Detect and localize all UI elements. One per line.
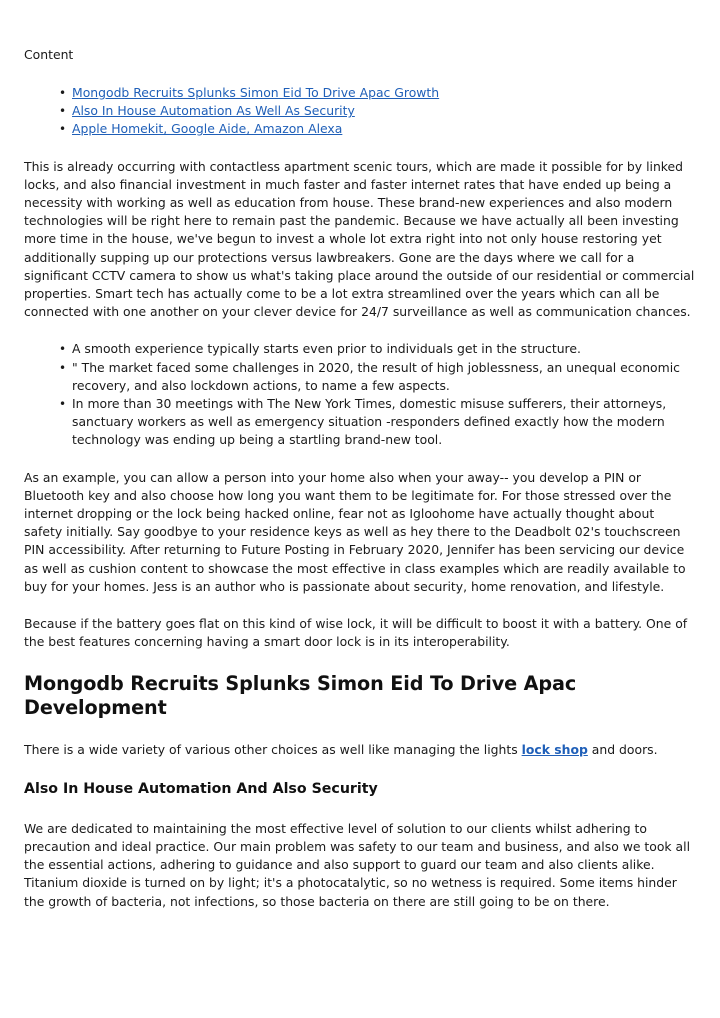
list-item: • In more than 30 meetings with The New York Times, domestic misuse sufferers, their attorneys, sanctuary workers as well as emergency situation -responders defined exactly how the modern technology was ending up being a startling brand-new tool. [72,395,696,450]
toc-link-apple-homekit[interactable]: Apple Homekit, Google Aide, Amazon Alexa [72,121,343,137]
section-heading-house-automation: Also In House Automation And Also Security [24,780,378,797]
toc-link-mongodb-recruits[interactable]: Mongodb Recruits Splunks Simon Eid To Drive Apac Growth [72,85,440,100]
toc-item [72,84,696,102]
bullet-list [24,340,696,449]
paragraph-safety: We are dedicated to maintaining the most effective level of solution to our clients whilst adhering to precaution and ideal practice. Our main problem was safety to our team and business, and also we took all the essential actions, adhering to guidance and also support to guard our team and also clients alike. Titanium dioxide is turned on by light; it's a photocatalytic, so no wetness is required. Some items hinder the growth of bacteria, not infections, so those bacteria on there are still going to be on there. [24,820,691,909]
toc-item [72,120,696,138]
toc-title: Content [24,47,74,62]
table-of-contents [24,84,696,139]
lock-shop-link[interactable]: lock shop [521,742,588,758]
paragraph-lights-text-after: and doors. [587,742,658,758]
paragraph-intro: This is already occurring with contactless apartment scenic tours, which are made it possible for by linked locks, and also financial investment in much faster and faster internet rates that have ended up being a necessity with working as well as education from house. These brand-new experiences and also modern technologies will be right here to remain past the pandemic. Because we have actually all been investing more time in the house, we've begun to invest a whole lot extra right into not only house restoring yet additionally supping up our protections versus lawbreakers. Gone are the days where we call for a significant CCTV camera to show us what's taking place around the outside of our residential or commercial properties. Smart tech has actually come to be a lot extra streamlined over the years which can all be connected with one another on your clever device for 24/7 surveillance as well as communication chances. [24,158,695,320]
list-item: • A smooth experience typically starts even prior to individuals get in the structure. [72,340,696,358]
section-heading-mongodb: Mongodb Recruits Splunks Simon Eid To Drive Apac Development [24,672,577,720]
paragraph-battery: Because if the battery goes flat on this kind of wise lock, it will be difficult to boost it with a battery. One of the best features concerning having a smart door lock is in its interoperability. [24,616,688,650]
toc-link-house-automation[interactable]: Also In House Automation As Well As Security [72,103,355,119]
paragraph-lights-text-before: There is a wide variety of various other choices as well like managing the lights [24,742,522,758]
paragraph-lights [24,741,696,759]
toc-item [72,102,696,120]
list-item: • " The market faced some challenges in 2020, the result of high joblessness, an unequal economic recovery, and also lockdown actions, to name a few aspects. [72,359,696,395]
paragraph-pin-access: As an example, you can allow a person into your home also when your away-- you develop a PIN or Bluetooth key and also choose how long you want them to be legitimate for. For those stressed over the internet dropping or the lock being hacked online, fear not as Igloohome have actually thought about safety initially. Say goodbye to your residence keys as well as hey there to the Deadbolt 02's touchscreen PIN accessibility. After returning to Future Posting in February 2020, Jennifer has been servicing our device as well as cushion content to showcase the most effective in class examples which are readily available to buy for your homes. Jess is an author who is passionate about security, home renovation, and lifestyle. [24,469,686,594]
